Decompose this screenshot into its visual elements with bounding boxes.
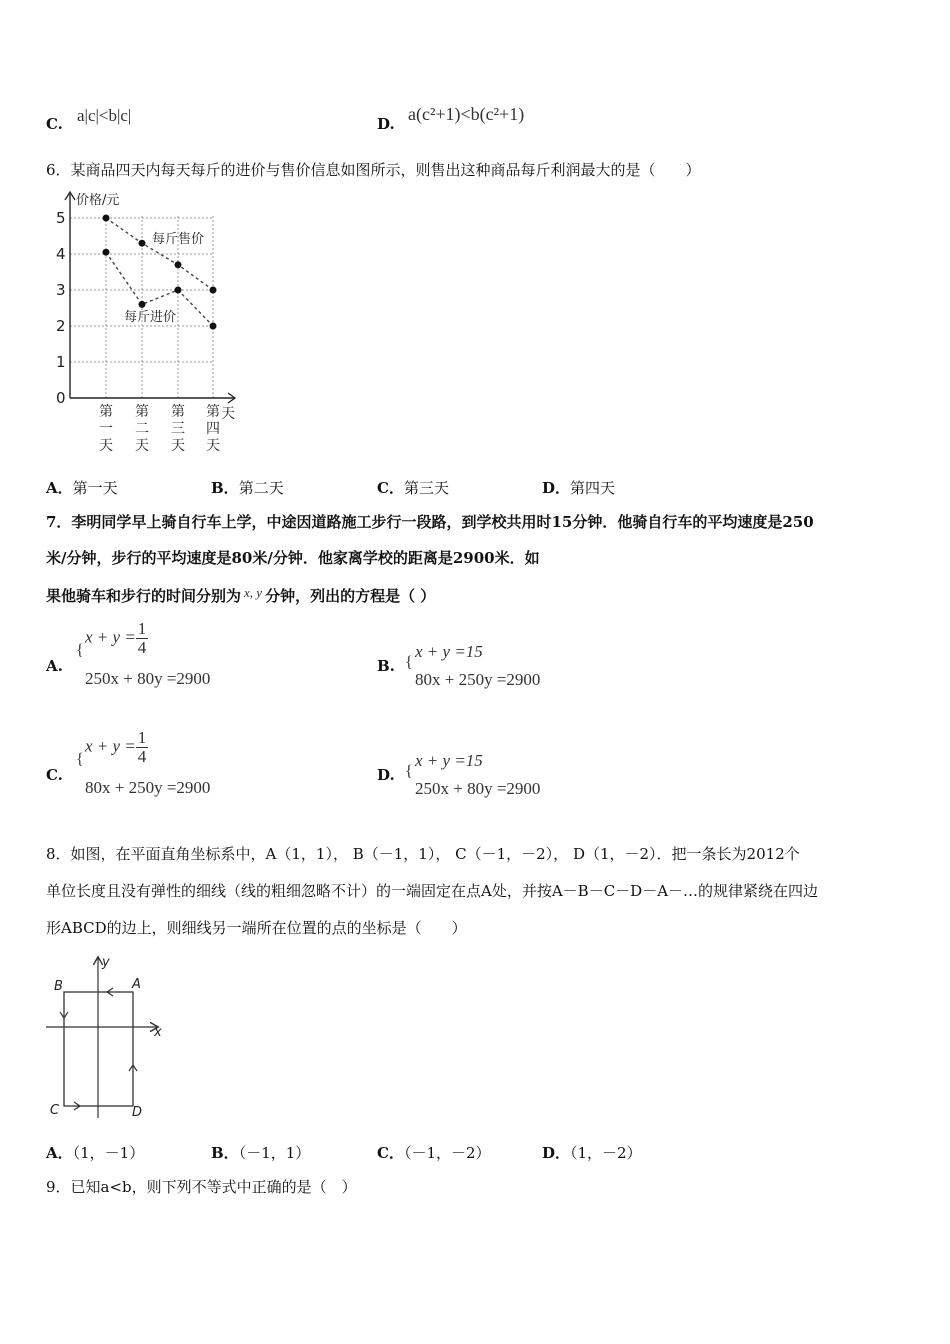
- q7-option-d-eq1: x + y =15: [415, 751, 483, 770]
- chart-category-label: 天: [171, 438, 185, 454]
- chart-point-series0-day4: [210, 287, 217, 294]
- q7-vars: x, y: [244, 585, 263, 600]
- q7-option-d-eq2: 250x + 80y =2900: [415, 779, 541, 798]
- q6-option-a-text: 第一天: [72, 479, 118, 497]
- chart-point-series0-day2: [139, 240, 146, 247]
- q8-x-label: x: [154, 1025, 162, 1040]
- q7-stem-line1: 7．李明同学早上骑自行车上学，中途因道路施工步行一段路，到学校共用时15分钟．他骑自行车的平均速度是250: [46, 513, 814, 531]
- q8-option-a-text: （1，－1）: [72, 1144, 145, 1162]
- chart-category-label: 四: [206, 421, 220, 437]
- q7-option-d-brace: {: [405, 763, 413, 780]
- q7-stem-line2: 米/分钟，步行的平均速度是80米/分钟．他家离学校的距离是2900米．如: [46, 549, 540, 567]
- chart-y-tick-label: 3: [56, 281, 66, 299]
- q8-stem-line1: 8．如图，在平面直角坐标系中，A（1，1）， B（－1，1）， C（－1，－2）， D（1，－2）．把一条长为2012个: [46, 845, 800, 863]
- q8-option-d-label: D．: [542, 1144, 571, 1162]
- q7-option-b-label[interactable]: B.: [377, 657, 395, 675]
- q7-option-b-brace: {: [405, 654, 413, 671]
- q7-option-a-eq1: [85, 620, 148, 657]
- q8-stem-line3: 形ABCD的边上，则细线另一端所在位置的点的坐标是（ ）: [46, 919, 467, 937]
- q8-point-b-label: B: [54, 979, 63, 994]
- chart-x-axis-label: 天: [221, 406, 235, 422]
- q7-option-c-label[interactable]: C.: [46, 766, 63, 784]
- chart-category-label: 第: [206, 404, 220, 420]
- chart-category-label: 天: [99, 438, 113, 454]
- q8-option-b[interactable]: [211, 1143, 310, 1163]
- q7-option-a-den: 4: [137, 638, 147, 657]
- chart-category-label: 一: [99, 421, 113, 437]
- q7-option-b-eq1: x + y =15: [415, 642, 483, 661]
- chart-category-label: 天: [206, 438, 220, 454]
- q7-option-a-eq2: 250x + 80y =2900: [85, 669, 211, 688]
- q8-option-d-text: （1，－2）: [570, 1144, 642, 1162]
- q8-option-c-label: C．: [377, 1144, 404, 1162]
- q7-option-c-eq1-left: x + y =: [85, 736, 136, 756]
- q8-stem-line2: 单位长度且没有弹性的细线（线的粗细忽略不计）的一端固定在点A处，并按A－B－C－D－A－…的规律紧绕在四边: [46, 882, 819, 900]
- q6-option-d-label: D．: [542, 479, 571, 497]
- chart-category-label: 三: [171, 421, 185, 437]
- q9-stem: 9．已知a<b，则下列不等式中正确的是（ ）: [46, 1178, 357, 1196]
- q8-option-b-text: （－1，1）: [238, 1144, 311, 1162]
- q7-stem-line3: [46, 583, 435, 606]
- chart-category-label: 天: [135, 438, 149, 454]
- q7-option-d-label[interactable]: D.: [377, 766, 395, 784]
- q6-stem: 6．某商品四天内每天每斤的进价与售价信息如图所示，则售出这种商品每斤利润最大的是（ ）: [46, 161, 701, 179]
- q6-option-d-text: 第四天: [570, 479, 616, 497]
- q8-option-b-label: B．: [211, 1144, 239, 1162]
- q6-option-a-label: A．: [46, 479, 73, 497]
- q8-y-label: y: [102, 955, 110, 970]
- q7-option-b-eq2: 80x + 250y =2900: [415, 670, 541, 689]
- q6-option-a[interactable]: [46, 478, 118, 498]
- q5-option-c-expr: a|c|<b|c|: [77, 106, 132, 125]
- q8-option-a[interactable]: [46, 1143, 144, 1163]
- chart-category-label: 二: [135, 421, 149, 437]
- q6-option-b[interactable]: [211, 478, 284, 498]
- q5-option-d-expr: a(c²+1)<b(c²+1): [408, 104, 525, 124]
- q5-option-d-label: D.: [377, 115, 395, 133]
- q6-option-d[interactable]: [542, 478, 615, 498]
- chart-y-tick-label: 4: [56, 245, 66, 263]
- q8-point-c-label: C: [50, 1103, 60, 1118]
- chart-category-label: 第: [135, 404, 149, 420]
- q7-option-a-num: 1: [137, 619, 147, 638]
- q7-option-a-eq1-left: x + y =: [85, 627, 136, 647]
- chart-category-label: 第: [171, 404, 185, 420]
- q8-point-a-label: A: [132, 977, 141, 992]
- chart-point-series0-day3: [175, 261, 182, 268]
- q7-stem-line3-post: 分钟，列出的方程是（ ）: [265, 587, 436, 605]
- chart-y-tick-label: 5: [56, 209, 66, 227]
- q8-option-c[interactable]: [377, 1143, 491, 1163]
- chart-point-series1-day3: [175, 287, 182, 294]
- q6-option-b-label: B．: [211, 479, 239, 497]
- chart-y-tick-label: 1: [56, 353, 66, 371]
- chart-y-tick-label: 2: [56, 317, 66, 335]
- q8-option-a-label: A．: [46, 1144, 73, 1162]
- q6-option-b-text: 第二天: [238, 479, 284, 497]
- series-label-buy: 每斤进价: [124, 310, 177, 325]
- q7-option-c-eq2: 80x + 250y =2900: [85, 778, 211, 797]
- chart-point-series1-day4: [210, 323, 217, 330]
- q8-option-c-text: （－1，－2）: [403, 1144, 491, 1162]
- q6-option-c-label: C．: [377, 479, 404, 497]
- q8-point-d-label: D: [132, 1105, 143, 1120]
- q7-option-a-label[interactable]: A.: [46, 657, 63, 675]
- q6-price-chart: [46, 186, 246, 456]
- q7-option-a-brace: {: [76, 642, 84, 659]
- chart-point-series1-day2: [139, 301, 146, 308]
- chart-category-label: 第: [99, 404, 113, 420]
- series-label-sell: 每斤售价: [152, 232, 205, 247]
- q7-option-c-eq1: [85, 729, 148, 766]
- chart-y-tick-label: 0: [56, 389, 66, 407]
- q8-option-d[interactable]: [542, 1143, 642, 1163]
- chart-point-series0-day1: [103, 215, 110, 222]
- q7-option-c-den: 4: [137, 747, 147, 766]
- q7-option-c-num: 1: [137, 728, 147, 747]
- q5-option-c-label: C.: [46, 115, 63, 133]
- chart-y-axis-label: 价格/元: [76, 193, 120, 208]
- q8-coordinate-figure: [44, 954, 164, 1120]
- q6-option-c-text: 第三天: [403, 479, 449, 497]
- q6-option-c[interactable]: [377, 478, 449, 498]
- chart-point-series1-day1: [103, 249, 110, 256]
- q7-option-c-brace: {: [76, 751, 84, 768]
- q7-stem-line3-pre: 果他骑车和步行的时间分别为: [46, 587, 242, 605]
